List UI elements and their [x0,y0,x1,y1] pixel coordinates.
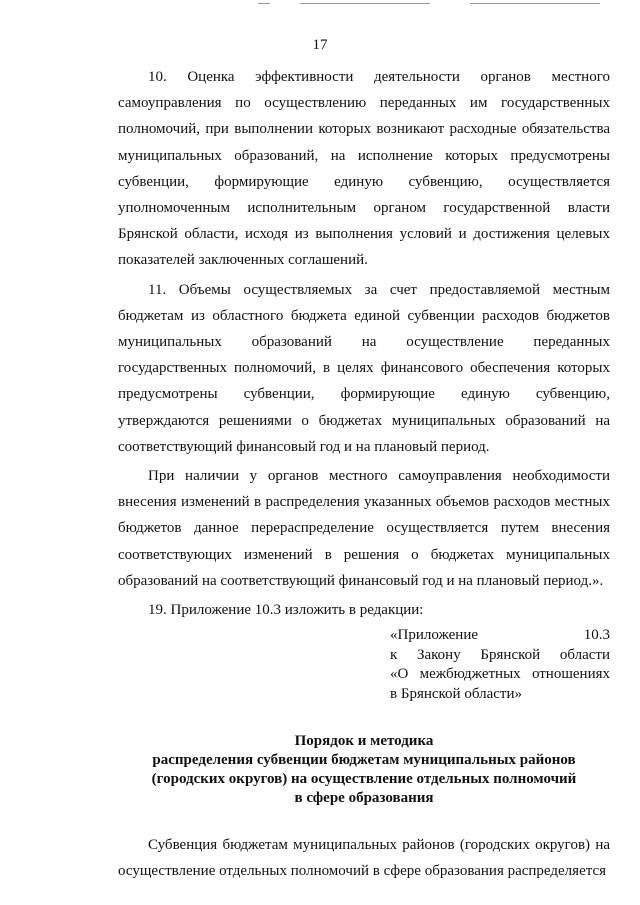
paragraph-10: 10. Оценка эффективности деятельности органов местного самоуправления по осуществлению переданных им государственных полномочий, при выполнении которых возникают расходные обязательства муниципальных образований, на исполнение которых предусмотрены субвенции, формирующие единую субвенцию, осуществляется уполномоченным исполнительным органом государственной власти Брянской области, исходя из выполнения условий и достижения целевых показателей заключенных соглашений. [118,69,610,269]
paragraph-11: 11. Объемы осуществляемых за счет предоставляемой местным бюджетам из областного бюджета единой субвенции расходов бюджетов муниципальных образований на осуществление переданных государственных полномочий, в целях финансового обеспечения которых предусмотрены субвенции, формирующие единую субвенцию, утверждаются решениями о бюджетах муниципальных образований на соответствующий финансовый год и на плановый период. [118,281,610,455]
title-line: в сфере образования [294,790,434,807]
scan-artifact-line [300,3,430,4]
document-body [118,64,610,885]
title-line: (городских округов) на осуществление отдельных полномочий [151,771,577,788]
scan-artifact-line [470,3,600,4]
paragraph-changes: При наличии у органов местного самоуправления необходимости внесения изменений в распределения указанных объемов расходов местных бюджетов данное перераспределение осуществляется путем внесения соответствующих изменений в решения о бюджетах муниципальных образований на соответствующий финансовый год и на плановый период.». [118,468,610,589]
annex-line: «О межбюджетных отношениях [390,666,610,683]
annex-line: в Брянской области» [390,685,522,702]
page-number: 17 [312,37,328,53]
section-title [118,732,610,808]
title-line: распределения субвенции бюджетам муниципальных районов [152,752,576,769]
annex-line: к Закону Брянской области [390,646,610,663]
title-line: Порядок и методика [294,733,434,750]
annex-reference [390,626,610,704]
scan-artifact-line [258,3,270,4]
final-paragraph: Субвенция бюджетам муниципальных районов (городских округов) на осуществление отдельных полномочий в сфере образования распределяется [118,837,610,880]
paragraph-19: 19. Приложение 10.3 изложить в редакции: [148,602,424,619]
annex-line: «Приложение 10.3 [390,627,610,644]
